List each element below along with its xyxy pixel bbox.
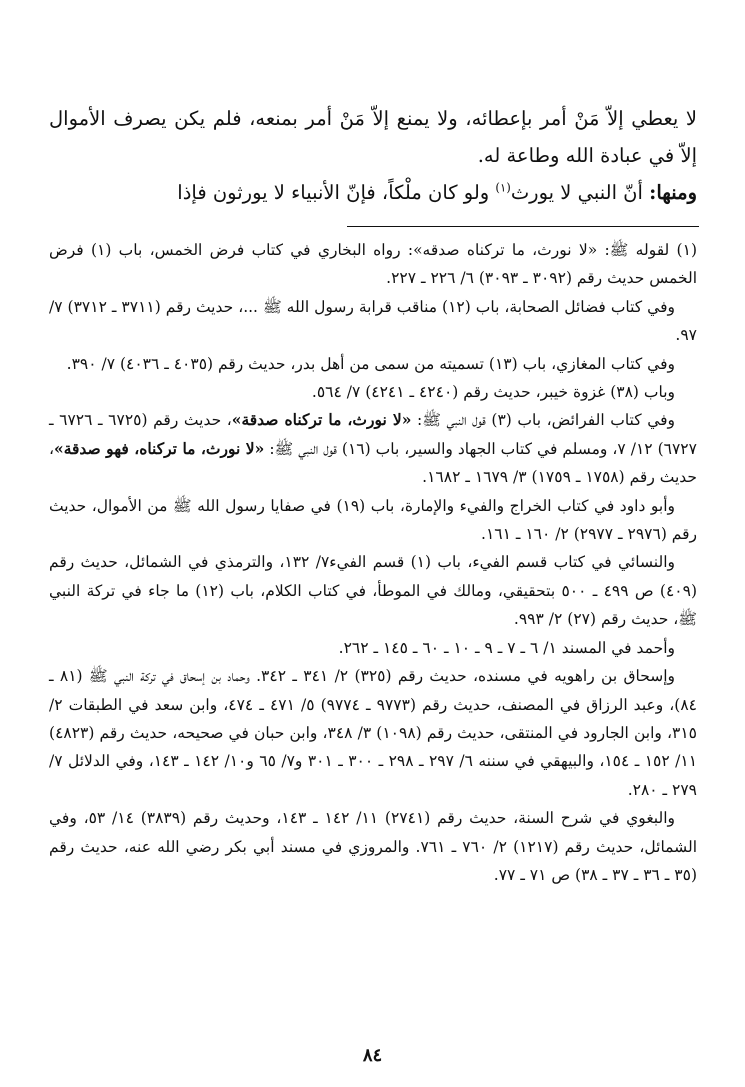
fn5-quote-2: «لا نورث، ما تركناه، فهو صدقة» [54,438,265,458]
footnotes [49,236,697,889]
footnote-paragraph-2: وفي كتاب فضائل الصحابة، باب (١٢) مناقب قرابة رسول الله ﷺ ...، حديث رقم (٣٧١١ ـ ٣٧١٢) ٧/ ٩٧. [49,297,697,345]
main-line-3a: أنّ النبي لا يورث [510,181,650,204]
footnote-paragraph-3: وفي كتاب المغازي، باب (١٣) تسميته من سمى من أهل بدر، حديث رقم (٤٠٣٥ ـ ٤٠٣٦) ٧/ ٣٩٠. [66,354,675,373]
main-line-2: الأموال إلاّ في عبادة الله وطاعة له. [49,107,697,167]
main-line-1: لا يعطي إلاّ مَنْ أمر بإعطائه، ولا يمنع إلاّ مَنْ أمر بمنعه، فلم يكن يصرف [113,107,697,130]
footnote-paragraph-7: والنسائي في كتاب قسم الفيء، باب (١) قسم الفيء٧/ ١٣٢، والترمذي في الشمائل، حديث رقم (٤٠٩) ص ٤٩٩ ـ ٥٠٠ بتحقيقي، ومالك في الموطأ، في كتاب الكلام، باب (١٢) ما جاء في تركة النبي ﷺ، حديث رقم (٢٧) ٢/ ٩٩٣. [49,553,697,629]
main-line-3b: ولو كان ملْكاً، فإنّ الأنبياء لا يورثون فإذا [177,181,496,204]
footnote-paragraph-1: (١) لقوله ﷺ: «لا نورث، ما تركناه صدقه»: رواه البخاري في كتاب فرض الخمس، باب (١) فرض الخمس حديث رقم (٣٠٩٢ ـ ٣٠٩٣) ٦/ ٢٢٦ ـ ٢٢٧. [49,241,697,288]
main-text [49,100,697,211]
footnote-paragraph-8: وأحمد في المسند ١/ ٦ ـ ٧ ـ ٩ ـ ١٠ ـ ٦٠ ـ ١٤٥ ـ ٢٦٢. [338,638,675,657]
footnote-ref[interactable]: (١) [495,180,511,195]
fn5-quote-1: «لا نورث، ما تركناه صدقة» [231,410,412,430]
fn5-text-e: ، حديث رقم (١٧٥٨ ـ ١٧٥٩) ٣/ ١٦٧٩ ـ ١٦٨٢. [49,439,697,487]
footnote-divider [347,226,699,227]
fn5-text-a: وفي كتاب الفرائض، باب (٣) قول النبي ﷺ: [411,411,676,430]
page-number: ٨٤ [362,1045,383,1066]
section-lead: ومنها: [649,181,697,204]
footnote-paragraph-4: وباب (٣٨) غزوة خيبر، حديث رقم (٤٢٤٠ ـ ٤٢٤١) ٧/ ٥٦٤. [311,383,675,402]
footnote-paragraph-9: وإسحاق بن راهويه في مسنده، حديث رقم (٣٢٥) ٢/ ٣٤١ ـ ٣٤٢. وحماد بن إسحاق في تركة النبي ﷺ (٨١ ـ ٨٤)، وعبد الرزاق في المصنف، حديث رقم (٩٧٧٣ ـ ٩٧٧٤) ٥/ ٤٧١ ـ ٤٧٤، وابن سعد في الطبقات ٢/ ٣١٥، وابن الجارود في المنتقى، حديث رقم (١٠٩٨) ٣/ ٣٤٨، وابن حبان في صحيحه، حديث رقم (٤٨٢٣) ١١/ ١٥٢ ـ ١٥٤، والبيهقي في سننه ٦/ ٢٩٧ ـ ٢٩٨ ـ ٣٠٠ ـ ٣٠١ و٧/ ٦٥ و١٠/ ١٤٢ ـ ١٤٣، وفي الدلائل ٧/ ٢٧٩ ـ ٢٨٠. [49,667,698,799]
main-paragraph-2 [49,174,697,211]
fn5-text-c: ، حديث رقم (٦٧٢٥ ـ ٦٧٢٦ ـ ٦٧٢٧) ١٢/ ٧، ومسلم في كتاب الجهاد والسير، باب (١٦) قول النبي ﷺ: [49,411,697,458]
footnote-paragraph-10: والبغوي في شرح السنة، حديث رقم (٢٧٤١) ١١/ ١٤٢ ـ ١٤٣، وحديث رقم (٣٨٣٩) ١٤/ ٥٣، وفي الشمائل، حديث رقم (١٢١٧) ٢/ ٧٦٠ ـ ٧٦١. والمروزي في مسند أبي بكر رضي الله عنه، حديث رقم (٣٥ ـ ٣٦ ـ ٣٧ ـ ٣٨) ص ٧١ ـ ٧٧. [49,809,697,884]
footnote-paragraph-6: وأبو داود في كتاب الخراج والفيء والإمارة، باب (١٩) في صفايا رسول الله ﷺ من الأموال، حديث رقم (٢٩٧٦ ـ ٢٩٧٧) ٢/ ١٦٠ ـ ١٦١. [49,496,697,544]
footnote-paragraph-5 [49,406,697,491]
main-paragraph [49,100,697,174]
